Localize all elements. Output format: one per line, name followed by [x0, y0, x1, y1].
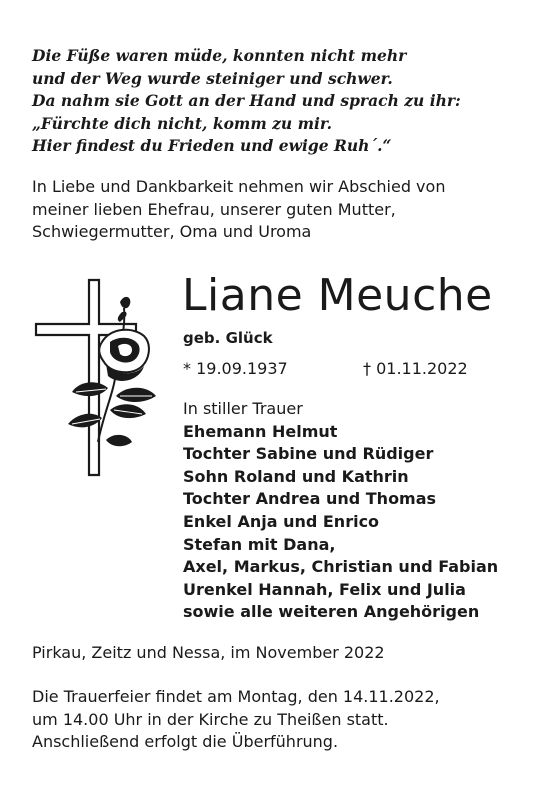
birth-date: * 19.09.1937 [183, 359, 288, 378]
poem-line: und der Weg wurde steiniger und schwer. [32, 68, 393, 88]
poem-line: Die Füße waren müde, konnten nicht mehr [32, 46, 407, 65]
mourner-entry: Urenkel Hannah, Felix und Julia [183, 579, 466, 599]
mourner-entry: Tochter Andrea und Thomas [183, 489, 437, 509]
intro-line: In Liebe und Dankbarkeit nehmen wir Abschied von [32, 177, 446, 196]
death-date: † 01.11.2022 [363, 359, 468, 378]
mourner-entry: Axel, Markus, Christian und Fabian [183, 557, 499, 577]
poem-line: „Fürchte dich nicht, komm zu mir. [32, 113, 333, 133]
poem [32, 45, 532, 158]
intro-line: meiner lieben Ehefrau, unserer guten Mutter, [32, 199, 396, 219]
mourner-entry: Ehemann Helmut [183, 421, 338, 441]
mourner-entry: Tochter Sabine und Rüdiger [183, 444, 434, 464]
deceased-name: Liane Meuche [182, 270, 493, 321]
mourner-entry: Enkel Anja und Enrico [183, 511, 380, 531]
poem-line: Da nahm sie Gott an der Hand und sprach zu ihr: [32, 91, 461, 110]
mourner-entry: Stefan mit Dana, [183, 534, 336, 554]
service-line: Anschließend erfolgt die Überführung. [32, 732, 339, 751]
place-and-date: Pirkau, Zeitz und Nessa, im November 2022 [32, 643, 385, 662]
maiden-name: geb. Glück [183, 329, 273, 347]
poem-line: Hier findest du Frieden und ewige Ruh´.“ [32, 136, 392, 155]
mourner-entry: sowie alle weiteren Angehörigen [183, 602, 480, 622]
farewell-intro [32, 176, 532, 244]
service-line: um 14.00 Uhr in der Kirche zu Theißen statt. [32, 709, 389, 729]
cross-with-rose-icon [32, 272, 164, 482]
mourners-heading: In stiller Trauer [183, 399, 303, 418]
mourners-list [183, 398, 498, 624]
funeral-service-info [32, 686, 440, 754]
service-line: Die Trauerfeier findet am Montag, den 14.11.2022, [32, 687, 440, 706]
intro-line: Schwiegermutter, Oma und Uroma [32, 222, 312, 241]
mourner-entry: Sohn Roland und Kathrin [183, 466, 409, 486]
